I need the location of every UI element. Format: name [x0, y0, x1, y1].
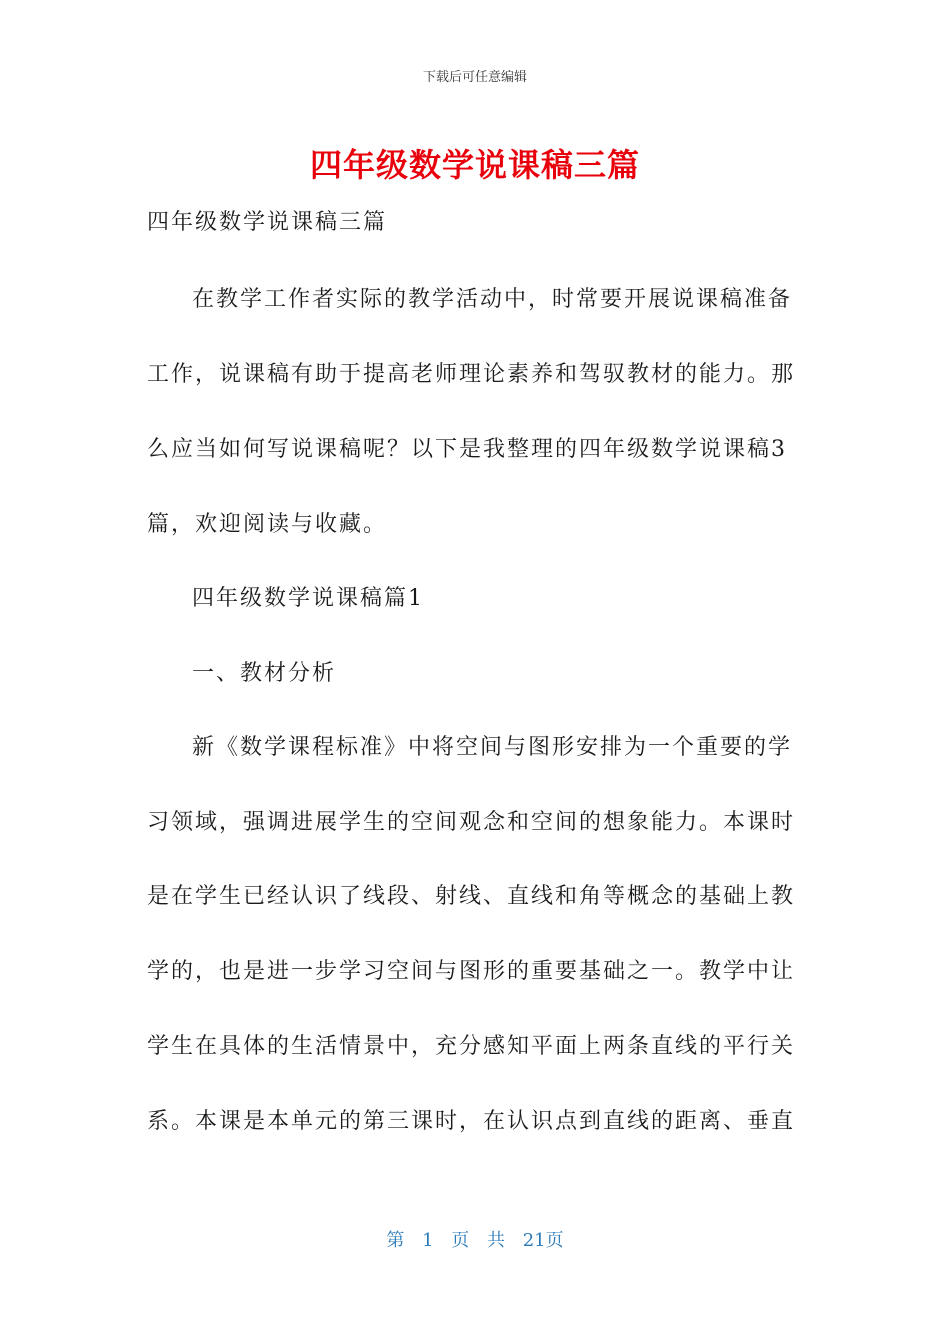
paragraph-line: 篇，欢迎阅读与收藏。 — [147, 512, 388, 537]
paragraph-line: 习领域，强调进展学生的空间观念和空间的想象能力。本课时 — [147, 810, 796, 835]
footer-label-gong: 共 — [487, 1230, 505, 1251]
footer-total-pages: 21页 — [522, 1230, 564, 1251]
footer-label-ye: 页 — [451, 1230, 470, 1251]
page-footer — [0, 1226, 950, 1252]
page-header-note: 下载后可任意编辑 — [422, 70, 527, 85]
footer-current-page: 1 — [422, 1230, 434, 1251]
paragraph-line: 是在学生已经认识了线段、射线、直线和角等概念的基础上教 — [147, 884, 796, 909]
subtitle-line: 四年级数学说课稿三篇 — [147, 210, 388, 235]
document-title: 四年级数学说课稿三篇 — [309, 146, 640, 184]
paragraph-line: 么应当如何写说课稿呢？以下是我整理的四年级数学说课稿3 — [147, 437, 787, 462]
section-heading: 四年级数学说课稿篇1 — [192, 586, 424, 611]
paragraph-line: 学生在具体的生活情景中，充分感知平面上两条直线的平行关 — [147, 1034, 796, 1059]
footer-label-di: 第 — [386, 1230, 405, 1251]
paragraph-line: 工作，说课稿有助于提高老师理论素养和驾驭教材的能力。那 — [147, 362, 796, 387]
paragraph-line: 学的，也是进一步学习空间与图形的重要基础之一。教学中让 — [147, 959, 796, 984]
paragraph-line: 系。本课是本单元的第三课时，在认识点到直线的距离、垂直 — [147, 1109, 796, 1134]
paragraph-line: 新《数学课程标准》中将空间与图形安排为一个重要的学 — [192, 735, 793, 760]
section-subheading: 一、教材分析 — [192, 661, 337, 686]
paragraph-line: 在教学工作者实际的教学活动中，时常要开展说课稿准备 — [192, 287, 793, 312]
